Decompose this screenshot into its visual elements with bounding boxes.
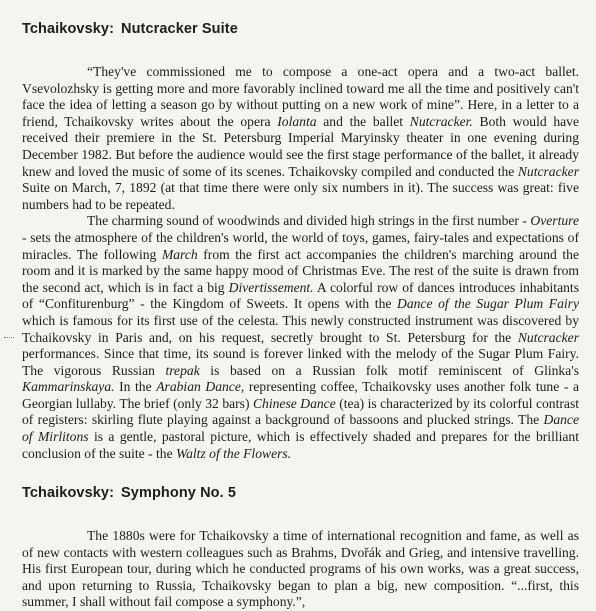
text-run: The charming sound of woodwinds and divided high strings in the first number -	[87, 213, 531, 229]
text-run: In the	[114, 379, 157, 395]
italic-title: Iolanta	[277, 113, 317, 129]
italic-title: Divertissement.	[228, 279, 314, 295]
text-run: is a gentle, pastoral picture, which is effectively shaded and prepares for the brilliant conclusion of the suite - the	[22, 429, 580, 461]
text-run: - sets the atmosphere of the children's world, the world of toys, games, fairy-tales and expectations of miracles. The following	[22, 229, 579, 262]
text-run: The 1880s were for Tchaikovsky a time of international recognition and fame, as well as of new contacts with western colleagues such as Brahms, Dvořák and Grieg, and intensive travelling. His first European tour, during which he conducted programs of his own works, was a great success, and upon returning to Russia, Tchaikovsky began to plan a big, new composition. “...first, this summer, I shall without fail compose a symphony.”,	[22, 528, 579, 610]
italic-title: Overture	[530, 213, 579, 229]
nutcracker-paragraph-1	[22, 64, 579, 213]
text-run: and the ballet	[316, 113, 410, 129]
heading-work-title: Symphony No. 5	[121, 485, 237, 501]
italic-title: March	[161, 246, 198, 262]
italic-title: Nutcracker	[517, 329, 579, 345]
symphony-paragraph-1	[22, 528, 579, 611]
section-heading-nutcracker	[22, 20, 579, 38]
booklet-page	[22, 20, 580, 610]
italic-title: trepak	[165, 362, 200, 378]
margin-mark	[4, 337, 14, 339]
italic-title: Kammarinskaya.	[22, 379, 115, 395]
text-run: Both would have received their premiere in the St. Petersburg Imperial Maryinsky theater in one evening during December 1982. But before the audience would see the first stage performance of the ballet, it already knew and loved the music of some of its scenes. Tchaikovsky compiled and conducted the	[22, 113, 579, 179]
text-run: is based on a Russian folk motif reminiscent of Glinka's	[199, 362, 579, 378]
italic-title: Arabian Dance	[156, 379, 241, 395]
italic-title: Dance of Mirlitons	[22, 412, 579, 445]
heading-work-title: Nutcracker Suite	[121, 21, 238, 37]
italic-title: Chinese Dance	[252, 395, 336, 411]
text-run: from the first act accompanies the children's marching around the room and it is marked by the same happy mood of Christmas Eve. The rest of the suite is drawn from the second act, which is in fact a big	[22, 246, 580, 295]
italic-title: Nutcracker	[517, 163, 579, 179]
text-run: , representing coffee, Tchaikovsky uses another folk tune - a Georgian lullaby. The brief (only 32 bars)	[22, 379, 579, 411]
text-run: Suite on March, 7, 1892 (at that time there were only six numbers in it). The success was great: five numbers had to be repeated.	[22, 180, 579, 212]
italic-title: Waltz of the Flowers.	[176, 445, 292, 461]
text-run: (tea) is characterized by its colorful contrast of registers: skirling flute playing against a background of bassoons and plucked strings. The	[22, 395, 580, 428]
section-heading-symphony	[22, 484, 236, 502]
heading-composer: Tchaikovsky:	[22, 21, 115, 37]
text-run: “They've commissioned me to compose a one-act opera and a two-act ballet. Vsevolozhsky is getting more and more favorably inclined toward me all the time and positively can't face the idea of letting a season go by without putting on a new work of mine”. Here, in a letter to a friend, Tchaikovsky writes about the opera	[22, 64, 579, 129]
symphony-text	[22, 528, 579, 611]
italic-title: Nutcracker.	[409, 113, 473, 129]
italic-title: Dance of the Sugar Plum Fairy	[397, 296, 579, 312]
nutcracker-paragraph-2	[22, 213, 579, 462]
text-run: which is famous for its first use of the celesta. This newly constructed instrument was discovered by Tchaikovsky in Paris and, on his request, secretly brought to St. Petersburg for the	[22, 312, 579, 345]
text-run: A colorful row of dances introduces inhabitants of “Confiturenburg” - the Kingdom of Sweets. It opens with the	[22, 279, 579, 312]
heading-composer: Tchaikovsky:	[22, 485, 115, 501]
nutcracker-text	[22, 64, 579, 462]
text-run: performances. Since that time, its sound is forever linked with the melody of the Sugar Plum Fairy. The vigorous Russian	[22, 346, 579, 378]
